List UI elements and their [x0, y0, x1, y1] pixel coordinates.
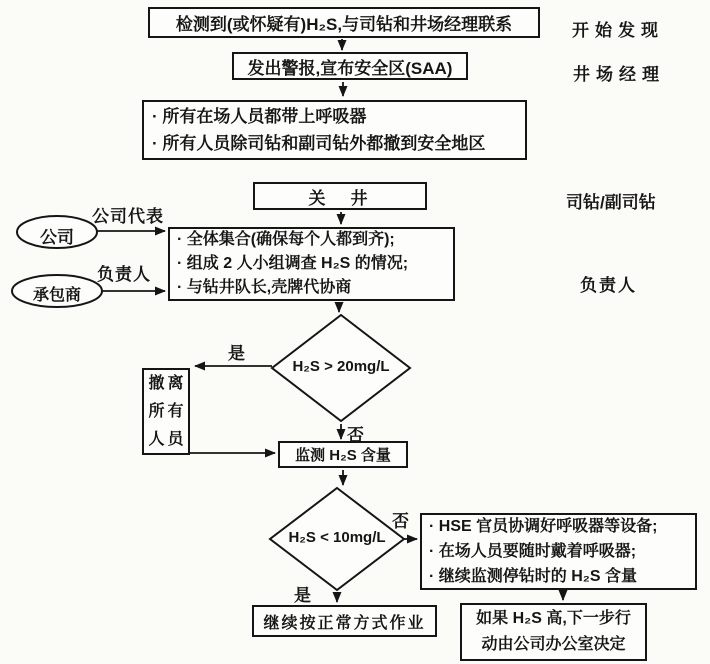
resume-normal-operations-box: 继续按正常方式作业	[252, 605, 437, 637]
muster-investigate-box	[168, 227, 455, 301]
company-office-decision-box	[460, 603, 647, 661]
shut-well-box: 关 井	[253, 182, 427, 210]
contractor-ellipse-label: 承包商	[32, 287, 81, 304]
hse-line-2: · 在场人员要随时戴着呼吸器;	[429, 543, 637, 560]
raise-alarm-box: 发出警报,宣布安全区(SAA)	[232, 52, 468, 80]
decision2-yes-label: 是	[294, 586, 311, 605]
office-line-2: 动由公司办公室决定	[481, 636, 626, 653]
responsible-person-edge-label: 负责人	[97, 265, 151, 284]
muster-line-2: · 组成 2 人小组调查 H₂S 的情况;	[177, 255, 409, 272]
decision1-no-label: 否	[347, 426, 364, 445]
muster-line-1: · 全体集合(确保每个人都到齐);	[177, 231, 395, 248]
annotation-site-manager: 井场经理	[573, 65, 665, 84]
decision1-h2s-gt-20-label: H₂S > 20mg/L	[292, 358, 390, 375]
ppe-line-1: · 所有在场人员都带上呼吸器	[152, 107, 367, 126]
hse-measures-box	[420, 513, 697, 590]
muster-line-3: · 与钻井队长,壳牌代协商	[177, 279, 352, 296]
evacuate-line-2: 所有	[148, 402, 187, 420]
detect-h2s-box: 检测到(或怀疑有)H₂S,与司钻和井场经理联系	[148, 7, 540, 38]
annotation-responsible-person: 负责人	[580, 276, 637, 295]
evacuate-line-3: 人员	[148, 430, 187, 448]
hse-line-3: · 继续监测停钻时的 H₂S 含量	[429, 568, 638, 585]
annotation-driller-assistant-driller: 司钻/副司钻	[566, 193, 656, 212]
evacuate-all-box	[142, 368, 190, 455]
ppe-line-2: · 所有人员除司钻和副司钻外都撤到安全地区	[152, 134, 486, 153]
decision2-h2s-lt-10-label: H₂S < 10mg/L	[288, 529, 386, 546]
evacuate-line-1: 撤离	[148, 374, 187, 392]
decision1-yes-label: 是	[228, 344, 245, 363]
breathing-apparatus-box	[142, 100, 527, 160]
office-line-1: 如果 H₂S 高,下一步行	[476, 610, 631, 627]
company-representative-edge-label: 公司代表	[92, 207, 164, 226]
decision2-no-label: 否	[392, 512, 409, 531]
monitor-h2s-box: 监测 H₂S 含量	[278, 441, 408, 468]
hse-line-1: · HSE 官员协调好呼吸器等设备;	[429, 518, 658, 535]
annotation-start-discovery: 开始发现	[572, 21, 664, 40]
company-ellipse-label: 公司	[40, 228, 74, 247]
